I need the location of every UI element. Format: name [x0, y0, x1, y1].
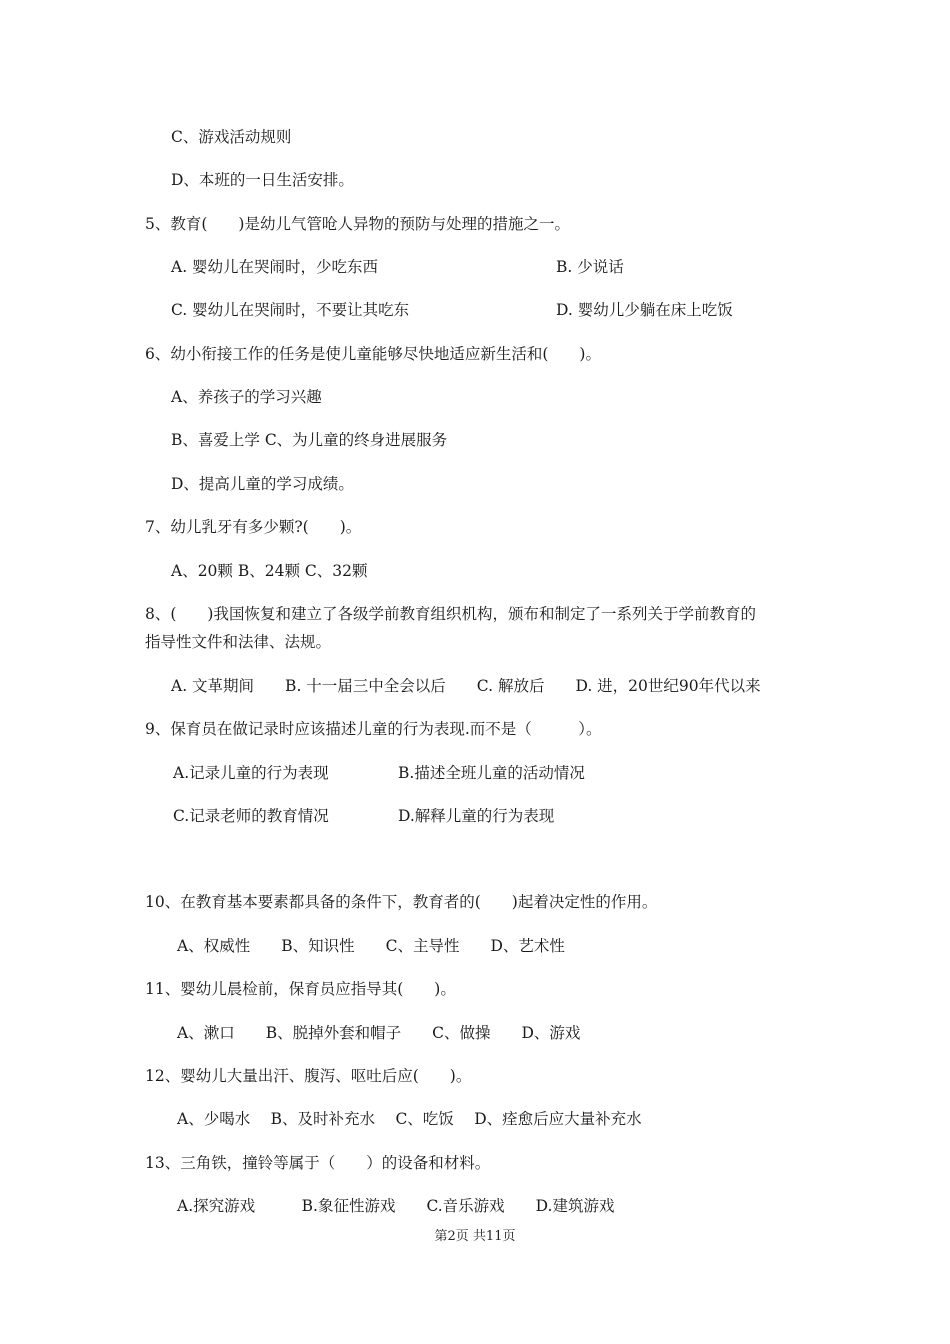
q10-options: A、权威性 B、知识性 C、主导性 D、艺术性 [177, 937, 565, 955]
page-footer: 第2页 共11页 [434, 1229, 516, 1244]
q12-options: A、少喝水 B、及时补充水 C、吃饭 D、痊愈后应大量补充水 [177, 1110, 642, 1128]
q9-option-b: B.描述全班儿童的活动情况 [398, 764, 585, 782]
q6-option-d: D、提高儿童的学习成绩。 [171, 475, 354, 493]
q5-option-a: A. 婴幼儿在哭闹时，少吃东西 [171, 258, 379, 276]
q9-stem: 9、保育员在做记录时应该描述儿童的行为表现.而不是（ ）。 [145, 720, 602, 738]
q9-option-d: D.解释儿童的行为表现 [398, 807, 555, 825]
q8-stem-line1: 8、( )我国恢复和建立了各级学前教育组织机构，颁布和制定了一系列关于学前教育的 [145, 605, 756, 623]
q6-option-a: A、养孩子的学习兴趣 [171, 388, 322, 406]
q13-options: A.探究游戏 B.象征性游戏 C.音乐游戏 D.建筑游戏 [177, 1197, 615, 1215]
q8-stem-line2: 指导性文件和法律、法规。 [145, 633, 332, 651]
q5-option-d: D. 婴幼儿少躺在床上吃饭 [556, 301, 733, 319]
q9-option-c: C.记录老师的教育情况 [173, 807, 329, 825]
q5-stem: 5、教育( )是幼儿气管呛人异物的预防与处理的措施之一。 [145, 215, 570, 233]
q6-stem: 6、幼小衔接工作的任务是使儿童能够尽快地适应新生活和( )。 [145, 345, 601, 363]
q9-option-a: A.记录儿童的行为表现 [173, 764, 329, 782]
q4-option-d: D、本班的一日生活安排。 [171, 171, 354, 189]
q8-options: A. 文革期间 B. 十一届三中全会以后 C. 解放后 D. 进，20世纪90年代以来 [171, 677, 761, 695]
q5-option-b: B. 少说话 [556, 258, 624, 276]
q7-stem: 7、幼儿乳牙有多少颗?( )。 [145, 518, 362, 536]
q4-option-c: C、游戏活动规则 [171, 128, 292, 146]
q7-options: A、20颗 B、24颗 C、32颗 [171, 562, 368, 580]
q13-stem: 13、三角铁，撞铃等属于（ ）的设备和材料。 [145, 1154, 491, 1172]
q12-stem: 12、婴幼儿大量出汗、腹泻、呕吐后应( )。 [145, 1067, 472, 1085]
q11-options: A、漱口 B、脱掉外套和帽子 C、做操 D、游戏 [177, 1024, 581, 1042]
q10-stem: 10、在教育基本要素都具备的条件下，教育者的( )起着决定性的作用。 [145, 893, 658, 911]
q11-stem: 11、婴幼儿晨检前，保育员应指导其( )。 [145, 980, 456, 998]
q6-option-bc: B、喜爱上学 C、为儿童的终身进展服务 [171, 431, 448, 449]
q5-option-c: C. 婴幼儿在哭闹时，不要让其吃东 [171, 301, 410, 319]
